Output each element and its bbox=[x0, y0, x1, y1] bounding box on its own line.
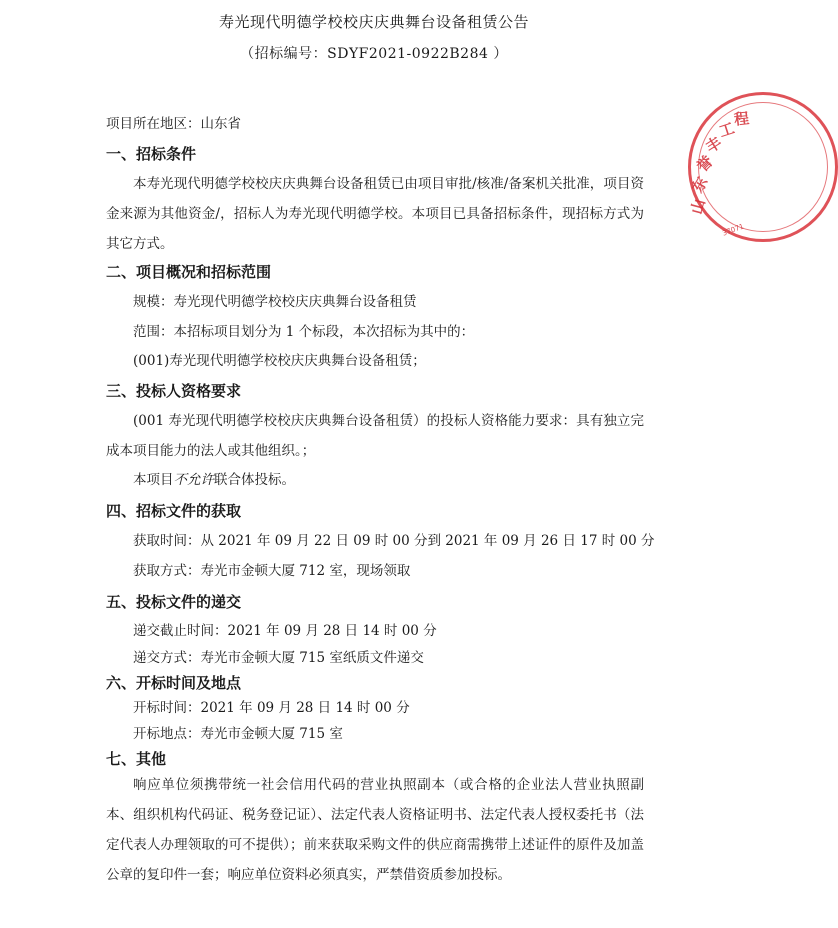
section-2-lot: (001)寿光现代明德学校校庆庆典舞台设备租赁； bbox=[133, 353, 426, 369]
section-6-heading: 六、开标时间及地点 bbox=[106, 674, 242, 692]
section-7-heading: 七、其他 bbox=[106, 750, 167, 768]
seal-char-1: 山 bbox=[687, 197, 709, 217]
project-region: 项目所在地区：山东省 bbox=[106, 116, 241, 132]
section-3-heading: 三、投标人资格要求 bbox=[106, 382, 242, 400]
section-6-time: 开标时间：2021 年 09 月 28 日 14 时 00 分 bbox=[133, 700, 410, 716]
section-4-time: 获取时间：从 2021 年 09 月 22 日 09 时 00 分到 2021 年 09 月 26 日 17 时 00 分 bbox=[133, 533, 655, 549]
section-7-body: 响应单位须携带统一社会信用代码的营业执照副本（或合格的企业法人营业执照副本、组织机构代码证、税务登记证）、法定代表人资格证明书、法定代表人授权委托书（法定代表人办理领取的可不提供）；前来获取采购文件的供应商需携带上述证件的原件及加盖公章的复印件一套；响应单位资料必须真实，严禁借资质参加投标。 bbox=[106, 777, 644, 883]
section-2-heading: 二、项目概况和招标范围 bbox=[106, 263, 272, 281]
section-4-method: 获取方式：寿光市金顿大厦 712 室，现场领取 bbox=[133, 563, 411, 579]
tender-number: （招标编号：SDYF2021-0922B284 ） bbox=[240, 46, 508, 62]
section-5-deadline: 递交截止时间：2021 年 09 月 28 日 14 时 00 分 bbox=[133, 623, 437, 639]
seal-number: 37071 bbox=[721, 222, 745, 238]
seal-char-6: 程 bbox=[733, 109, 750, 129]
consortium-suffix: 联合体投标。 bbox=[214, 472, 295, 488]
section-1-heading: 一、招标条件 bbox=[106, 145, 197, 163]
consortium-emphasis: 不允许 bbox=[173, 472, 214, 488]
section-6-place: 开标地点：寿光市金顿大厦 715 室 bbox=[133, 726, 343, 742]
seal-char-5: 工 bbox=[716, 119, 737, 141]
section-2-scale: 规模：寿光现代明德学校校庆庆典舞台设备租赁 bbox=[133, 294, 417, 310]
section-5-method: 递交方式：寿光市金顿大厦 715 室纸质文件递交 bbox=[133, 650, 424, 666]
seal-char-4: 丰 bbox=[702, 133, 725, 157]
section-3-body: (001 寿光现代明德学校校庆庆典舞台设备租赁）的投标人资格能力要求：具有独立完成本项目能力的法人或其他组织。； bbox=[106, 413, 644, 459]
section-1-body: 本寿光现代明德学校校庆庆典舞台设备租赁已由项目审批/核准/备案机关批准，项目资金来源为其他资金/，招标人为寿光现代明德学校。本项目已具备招标条件，现招标方式为其它方式。 bbox=[106, 176, 644, 252]
section-4-heading: 四、招标文件的获取 bbox=[106, 502, 242, 520]
section-5-heading: 五、投标文件的递交 bbox=[106, 593, 242, 611]
document-title: 寿光现代明德学校校庆庆典舞台设备租赁公告 bbox=[218, 13, 529, 31]
seal-char-2: 东 bbox=[688, 173, 712, 196]
section-3-consortium bbox=[133, 470, 295, 490]
section-2-scope: 范围：本招标项目划分为 1 个标段，本次招标为其中的： bbox=[133, 324, 475, 340]
seal-char-3: 誉 bbox=[693, 152, 717, 176]
consortium-prefix: 本项目 bbox=[133, 472, 174, 488]
